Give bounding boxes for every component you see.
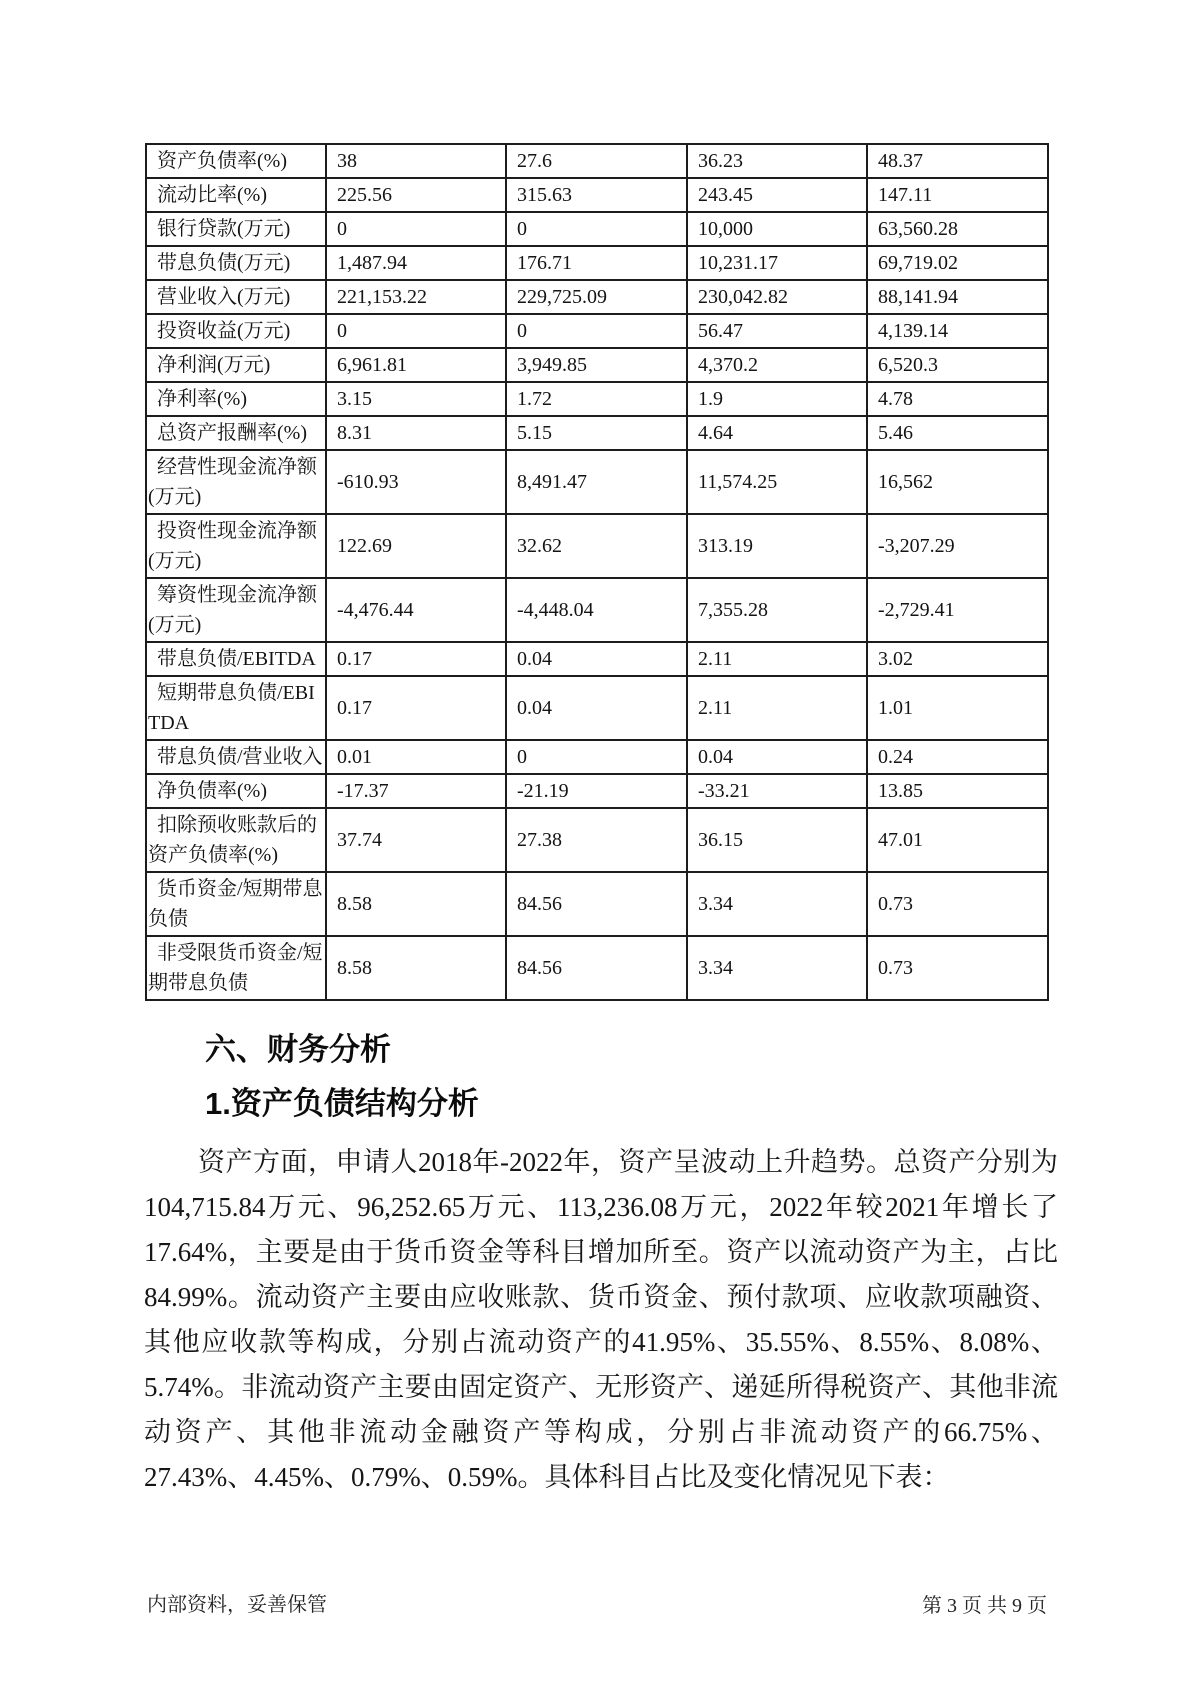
metric-value-cell: 225.56 [326, 178, 506, 212]
subsection-heading-asset-liability-structure: 1.资产负债结构分析 [205, 1086, 479, 1121]
metric-value-cell: 0.04 [506, 642, 687, 676]
metric-label-cell: 投资收益(万元) [146, 314, 326, 348]
table-row [146, 178, 1048, 212]
metric-value-cell: 38 [326, 144, 506, 178]
metric-value-cell: 5.46 [867, 416, 1048, 450]
metric-value-cell: 0 [506, 740, 687, 774]
metric-value-cell: 221,153.22 [326, 280, 506, 314]
metric-value-cell: 1.9 [687, 382, 867, 416]
metric-value-cell: 229,725.09 [506, 280, 687, 314]
metric-value-cell: -2,729.41 [867, 578, 1048, 642]
metric-value-cell: 47.01 [867, 808, 1048, 872]
table-row [146, 774, 1048, 808]
metric-label-cell: 净负债率(%) [146, 774, 326, 808]
metric-value-cell: 2.11 [687, 676, 867, 740]
metric-value-cell: 243.45 [687, 178, 867, 212]
metric-label-cell: 净利润(万元) [146, 348, 326, 382]
analysis-paragraph: 资产方面，申请人2018年-2022年，资产呈波动上升趋势。总资产分别为104,715.84万元、96,252.65万元、113,236.08万元，2022年较2021年增长了17.64%，主要是由于货币资金等科目增加所至。资产以流动资产为主，占比84.99%。流动资产主要由应收账款、货币资金、预付款项、应收款项融资、其他应收款等构成，分别占流动资产的41.95%、35.55%、8.55%、8.08%、5.74%。非流动资产主要由固定资产、无形资产、递延所得税资产、其他非流动资产、其他非流动金融资产等构成，分别占非流动资产的66.75%、27.43%、4.45%、0.79%、0.59%。具体科目占比及变化情况见下表： [144, 1147, 1058, 1492]
metric-value-cell: 8,491.47 [506, 450, 687, 514]
metric-value-cell: 313.19 [687, 514, 867, 578]
metric-value-cell: 4,139.14 [867, 314, 1048, 348]
metric-label-cell: 投资性现金流净额(万元) [146, 514, 326, 578]
table-row [146, 578, 1048, 642]
metric-value-cell: 84.56 [506, 872, 687, 936]
metric-label-cell: 扣除预收账款后的资产负债率(%) [146, 808, 326, 872]
metric-value-cell: 1.72 [506, 382, 687, 416]
metric-value-cell: 1,487.94 [326, 246, 506, 280]
table-row [146, 936, 1048, 1000]
metric-value-cell: 0.01 [326, 740, 506, 774]
metric-label-cell: 总资产报酬率(%) [146, 416, 326, 450]
metric-label-cell: 货币资金/短期带息负债 [146, 872, 326, 936]
metric-value-cell: 56.47 [687, 314, 867, 348]
footer-confidential-note: 内部资料，妥善保管 [147, 1594, 327, 1616]
metric-value-cell: 13.85 [867, 774, 1048, 808]
metric-label-cell: 银行贷款(万元) [146, 212, 326, 246]
table-row [146, 212, 1048, 246]
metric-value-cell: 3,949.85 [506, 348, 687, 382]
metric-value-cell: 36.23 [687, 144, 867, 178]
metric-value-cell: 8.58 [326, 872, 506, 936]
metric-value-cell: 6,961.81 [326, 348, 506, 382]
metric-value-cell: 48.37 [867, 144, 1048, 178]
metric-value-cell: 36.15 [687, 808, 867, 872]
table-row [146, 872, 1048, 936]
metric-value-cell: 27.38 [506, 808, 687, 872]
metric-label-cell: 短期带息负债/EBITDA [146, 676, 326, 740]
metric-value-cell: 27.6 [506, 144, 687, 178]
metric-value-cell: -21.19 [506, 774, 687, 808]
metric-value-cell: 0 [506, 212, 687, 246]
metric-value-cell: 0.73 [867, 872, 1048, 936]
metric-value-cell: -3,207.29 [867, 514, 1048, 578]
metric-value-cell: 1.01 [867, 676, 1048, 740]
metric-value-cell: 32.62 [506, 514, 687, 578]
metric-value-cell: 3.15 [326, 382, 506, 416]
metric-value-cell: 2.11 [687, 642, 867, 676]
metric-value-cell: -610.93 [326, 450, 506, 514]
metric-value-cell: -33.21 [687, 774, 867, 808]
metric-value-cell: 10,231.17 [687, 246, 867, 280]
metric-value-cell: 230,042.82 [687, 280, 867, 314]
metric-value-cell: -4,448.04 [506, 578, 687, 642]
table-row [146, 246, 1048, 280]
metric-value-cell: 0.24 [867, 740, 1048, 774]
metric-value-cell: 147.11 [867, 178, 1048, 212]
table-row [146, 808, 1048, 872]
metric-value-cell: 6,520.3 [867, 348, 1048, 382]
metric-value-cell: 7,355.28 [687, 578, 867, 642]
metric-value-cell: 37.74 [326, 808, 506, 872]
metric-value-cell: 5.15 [506, 416, 687, 450]
metric-value-cell: 8.31 [326, 416, 506, 450]
metric-label-cell: 流动比率(%) [146, 178, 326, 212]
metric-value-cell: 176.71 [506, 246, 687, 280]
metric-value-cell: 4,370.2 [687, 348, 867, 382]
metric-label-cell: 带息负债(万元) [146, 246, 326, 280]
metric-value-cell: 0.73 [867, 936, 1048, 1000]
financial-metrics-table [145, 143, 1049, 1001]
table-row [146, 348, 1048, 382]
metric-value-cell: 88,141.94 [867, 280, 1048, 314]
metric-value-cell: 8.58 [326, 936, 506, 1000]
metric-value-cell: 315.63 [506, 178, 687, 212]
metric-label-cell: 资产负债率(%) [146, 144, 326, 178]
table-row [146, 514, 1048, 578]
metric-label-cell: 净利率(%) [146, 382, 326, 416]
table-row [146, 642, 1048, 676]
metric-value-cell: 11,574.25 [687, 450, 867, 514]
metric-value-cell: 69,719.02 [867, 246, 1048, 280]
table-row [146, 144, 1048, 178]
table-row [146, 676, 1048, 740]
metric-label-cell: 非受限货币资金/短期带息负债 [146, 936, 326, 1000]
table-row [146, 314, 1048, 348]
metric-value-cell: 3.02 [867, 642, 1048, 676]
metric-value-cell: 0 [326, 212, 506, 246]
metric-value-cell: 0.04 [687, 740, 867, 774]
metric-label-cell: 经营性现金流净额(万元) [146, 450, 326, 514]
metric-value-cell: 0.04 [506, 676, 687, 740]
table-row [146, 382, 1048, 416]
metric-value-cell: -4,476.44 [326, 578, 506, 642]
section-heading-financial-analysis: 六、财务分析 [205, 1032, 391, 1067]
metric-value-cell: 0 [326, 314, 506, 348]
metric-value-cell: 84.56 [506, 936, 687, 1000]
metric-value-cell: 122.69 [326, 514, 506, 578]
metric-value-cell: 63,560.28 [867, 212, 1048, 246]
metric-label-cell: 筹资性现金流净额(万元) [146, 578, 326, 642]
metric-value-cell: 4.78 [867, 382, 1048, 416]
metric-value-cell: 3.34 [687, 936, 867, 1000]
metric-value-cell: 0.17 [326, 642, 506, 676]
table-row [146, 280, 1048, 314]
metric-label-cell: 营业收入(万元) [146, 280, 326, 314]
metric-label-cell: 带息负债/EBITDA [146, 642, 326, 676]
table-row [146, 416, 1048, 450]
metric-value-cell: 16,562 [867, 450, 1048, 514]
metric-value-cell: 0.17 [326, 676, 506, 740]
metric-label-cell: 带息负债/营业收入 [146, 740, 326, 774]
table-row [146, 740, 1048, 774]
footer-page-number: 第 3 页 共 9 页 [922, 1595, 1047, 1617]
metric-value-cell: -17.37 [326, 774, 506, 808]
table-row [146, 450, 1048, 514]
metric-value-cell: 4.64 [687, 416, 867, 450]
metric-value-cell: 10,000 [687, 212, 867, 246]
metric-value-cell: 3.34 [687, 872, 867, 936]
metric-value-cell: 0 [506, 314, 687, 348]
